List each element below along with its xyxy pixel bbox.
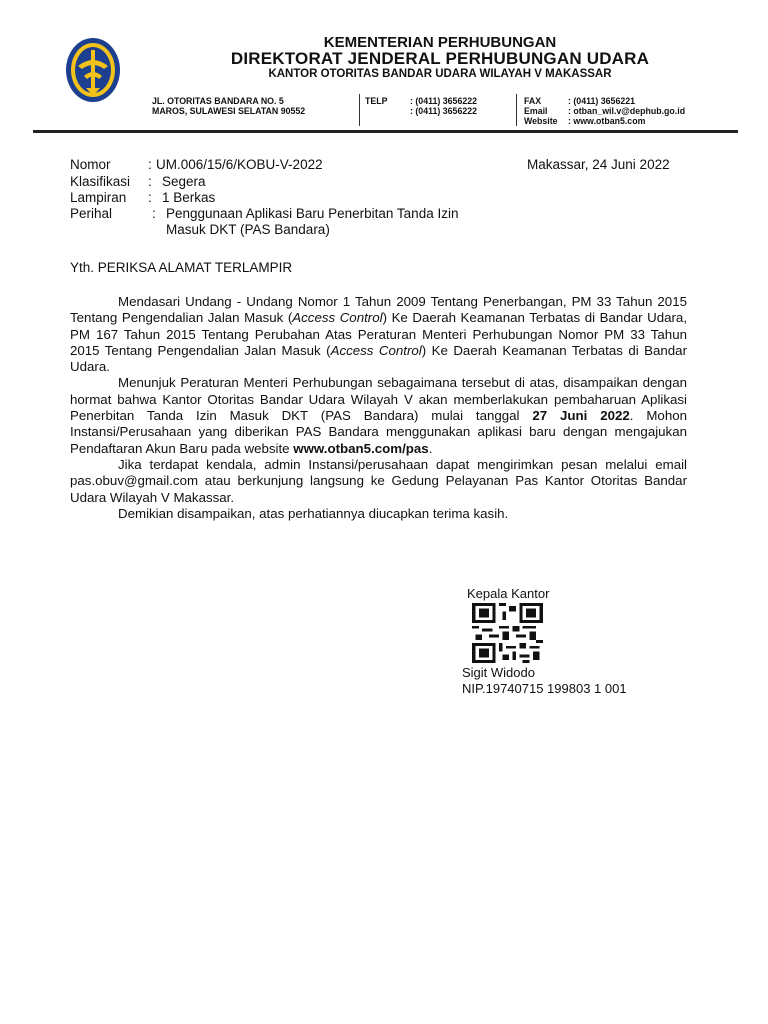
recipient: Yth. PERIKSA ALAMAT TERLAMPIR bbox=[70, 260, 293, 275]
signatory-name: Sigit Widodo bbox=[462, 665, 535, 680]
perihal-label: Perihal bbox=[70, 206, 113, 221]
paragraph-2: Menunjuk Peraturan Menteri Perhubungan sebagaimana tersebut di atas, disampaikan dengan hormat bahwa Kantor Otoritas Bandar Udara Wilayah V akan memberlakukan pembaharuan Aplikasi Penerbitan Tanda Izin Masuk DKT (PAS Bandara) mulai tanggal 27 Juni 2022. Mohon Instansi/Perusahaan yang diberikan PAS Bandara menggunakan aplikasi baru dengan mengajukan Pendaftaran Akun Baru pada website www.otban5.com/pas. bbox=[70, 375, 688, 456]
letter-body bbox=[70, 294, 687, 522]
address-divider bbox=[359, 94, 360, 126]
website-link[interactable]: www.otban5.com/pas bbox=[293, 440, 429, 456]
paragraph-3: Jika terdapat kendala, admin Instansi/perusahaan dapat mengirimkan pesan melalui email pas.obuv@gmail.com atau berkunjung langsung ke Gedung Pelayanan Pas Kantor Otoritas Bandar Udara Wilayah V Makassar. bbox=[70, 456, 687, 505]
klasifikasi-label: Klasifikasi bbox=[70, 174, 131, 189]
address-line-2: MAROS, SULAWESI SELATAN 90552 bbox=[152, 106, 306, 116]
paragraph-1: Mendasari Undang - Undang Nomor 1 Tahun 2009 Tentang Penerbangan, PM 33 Tahun 2015 Tentang Pengendalian Jalan Masuk (Access Control) Ke Daerah Keamanan Terbatas di Bandar Udara, PM 167 Tahun 2015 Tentang Perubahan Atas Peraturan Menteri Perhubungan Nomor PM 33 Tahun 2015 Tentang Pengendalian Jalan Masuk (Access Control) Ke Daerah Keamanan Terbatas di Bandar Udara. bbox=[70, 294, 688, 375]
signatory-nip: NIP.19740715 199803 1 001 bbox=[462, 681, 627, 696]
office-name: KANTOR OTORITAS BANDAR UDARA WILAYAH V MAKASSAR bbox=[268, 68, 612, 80]
directorate-name: DIREKTORAT JENDERAL PERHUBUNGAN UDARA bbox=[230, 49, 650, 68]
klasifikasi-value: Segera bbox=[162, 174, 206, 189]
contact-divider bbox=[516, 94, 517, 126]
paragraph-4: Demikian disampaikan, atas perhatiannya diucapkan terima kasih. bbox=[118, 505, 509, 521]
fax-label: FAX bbox=[524, 96, 542, 106]
perihal-value-line2: Masuk DKT (PAS Bandara) bbox=[166, 222, 330, 237]
email-label: Email bbox=[524, 106, 548, 116]
lampiran-label: Lampiran bbox=[70, 190, 127, 205]
nomor-label: Nomor bbox=[70, 157, 111, 172]
letterhead-rule bbox=[33, 130, 738, 133]
email-value: : otban_wil.v@dephub.go.id bbox=[568, 106, 686, 116]
telp-value-2: : (0411) 3656222 bbox=[410, 106, 478, 116]
lampiran-value: 1 Berkas bbox=[162, 190, 216, 205]
signatory-title: Kepala Kantor bbox=[467, 586, 550, 601]
klasifikasi-colon: : bbox=[148, 174, 152, 189]
perihal-colon: : bbox=[152, 206, 156, 221]
ministry-name: KEMENTERIAN PERHUBUNGAN bbox=[323, 34, 557, 51]
nomor-colon: : bbox=[148, 157, 152, 172]
telp-label: TELP bbox=[365, 96, 388, 106]
qr-code-icon bbox=[472, 603, 543, 663]
address-line-1: JL. OTORITAS BANDARA NO. 5 bbox=[152, 96, 284, 106]
telp-value-1: : (0411) 3656222 bbox=[410, 96, 478, 106]
nomor-value: UM.006/15/6/KOBU-V-2022 bbox=[156, 157, 323, 172]
place-date: Makassar, 24 Juni 2022 bbox=[527, 157, 670, 172]
website-label: Website bbox=[524, 116, 558, 126]
website-value: : www.otban5.com bbox=[568, 116, 646, 126]
fax-value: : (0411) 3656221 bbox=[568, 96, 636, 106]
perihal-value-line1: Penggunaan Aplikasi Baru Penerbitan Tanda Izin bbox=[166, 206, 459, 221]
ministry-emblem-icon bbox=[64, 36, 122, 104]
lampiran-colon: : bbox=[148, 190, 152, 205]
